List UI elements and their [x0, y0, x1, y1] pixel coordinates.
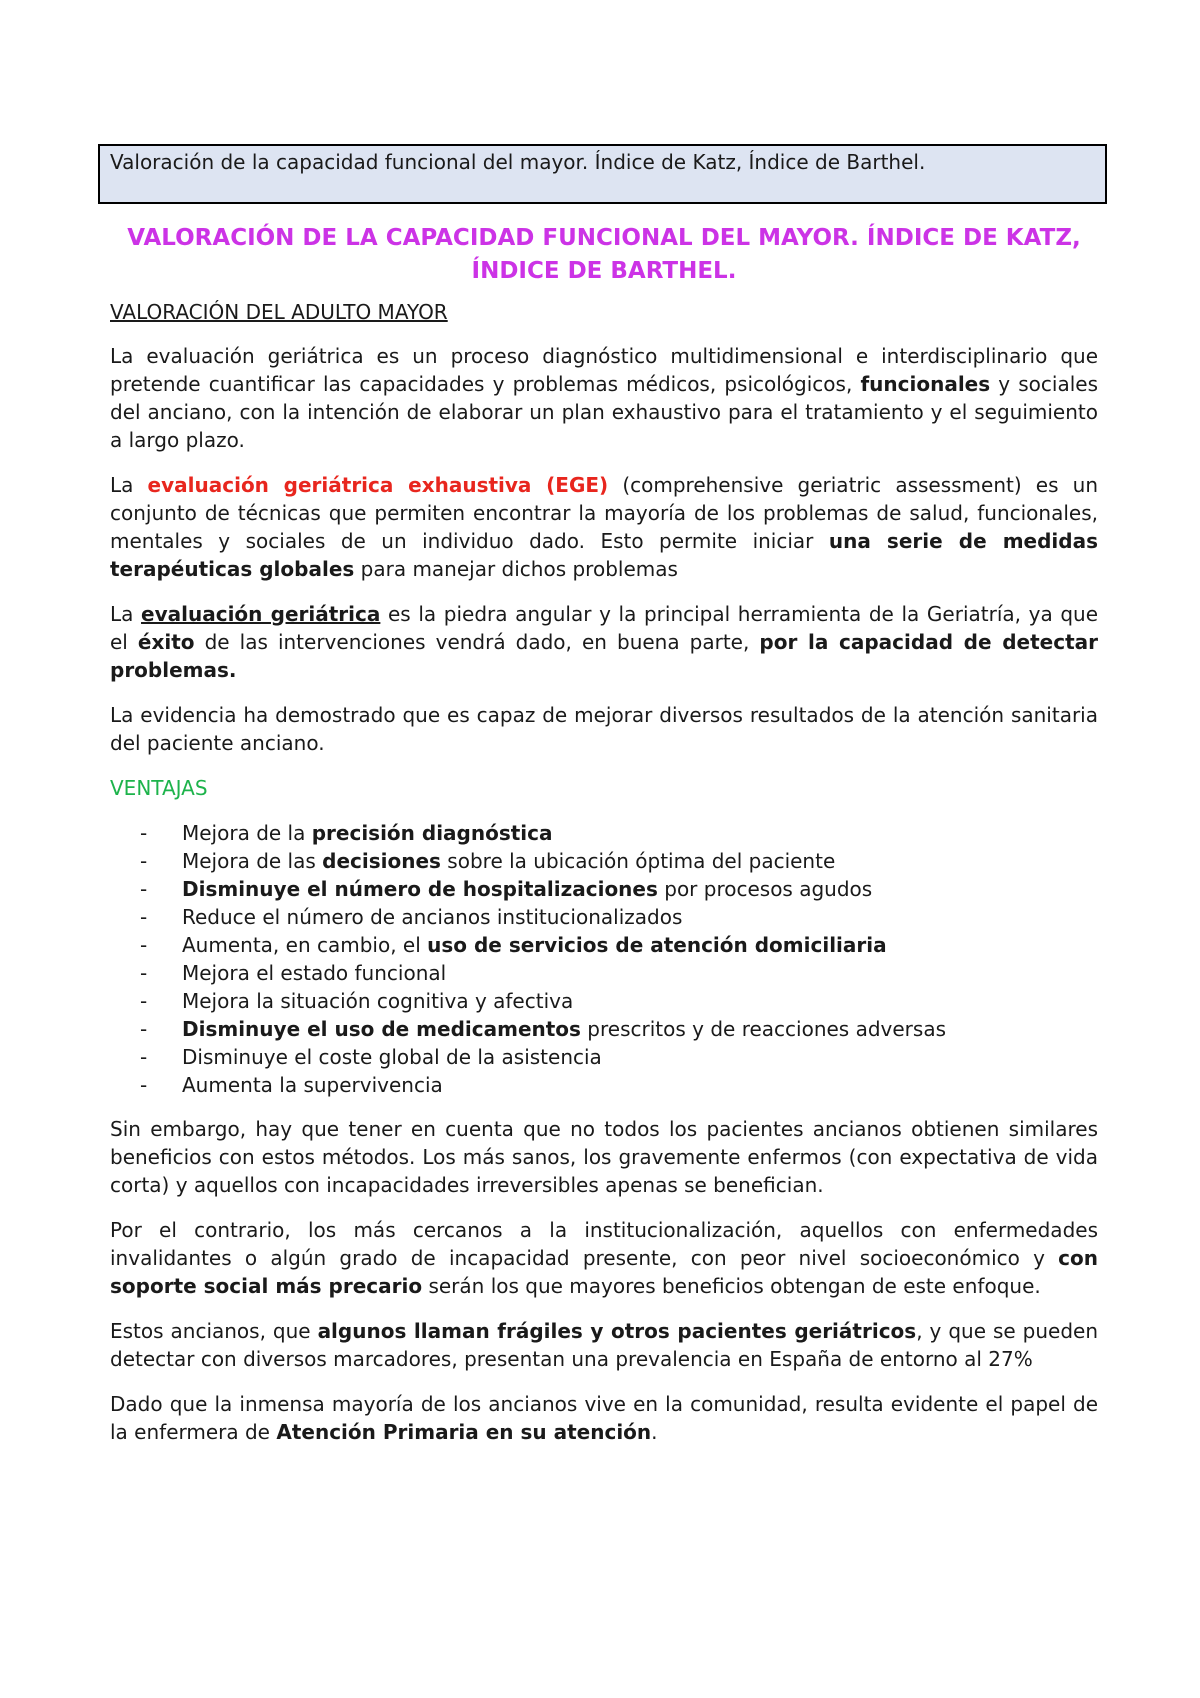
list-item: - Mejora de la precisión diagnóstica: [110, 819, 1098, 847]
p1-text-c: y sociales del anciano, con la intención de elaborar un plan exhaustivo para el tratamiento y el seguimiento a largo plazo.: [110, 372, 1099, 452]
p2-bold: una serie de medidas terapéuticas globales: [110, 529, 1099, 581]
paragraph-7: [110, 1317, 1098, 1373]
paragraph-4: La evidencia ha demostrado que es capaz de mejorar diversos resultados de la atención sanitaria del paciente anciano.: [110, 703, 1098, 755]
list-item: - Mejora de las decisiones sobre la ubicación óptima del paciente: [110, 847, 1098, 875]
p6-bold: con soporte social más precario: [110, 1246, 1098, 1298]
paragraph-1: [110, 342, 1098, 454]
list-item: - Disminuye el uso de medicamentos prescritos y de reacciones adversas: [110, 1015, 1098, 1043]
main-title: VALORACIÓN DE LA CAPACIDAD FUNCIONAL DEL MAYOR. ÍNDICE DE KATZ, ÍNDICE DE BARTHEL.: [127, 225, 1081, 284]
p1-text-a: La evaluación geriátrica es un proceso diagnóstico multidimensional e interdisciplinario que pretende cuantificar las capacidades y problemas médicos, psicológicos,: [110, 344, 1098, 396]
p3-bold-underline: evaluación geriátrica: [141, 602, 381, 626]
list-item: - Mejora el estado funcional: [110, 959, 1098, 987]
p2-text-c: (comprehensive geriatric assessment) es un conjunto de técnicas que permiten encontrar la mayoría de los problemas de salud, funcionales, mentales y sociales de un individuo dado. Esto permite iniciar: [110, 473, 1099, 553]
p3-text-e: de las intervenciones vendrá dado, en buena parte,: [194, 630, 760, 654]
header-box: [98, 144, 1107, 204]
document-body: [110, 298, 1098, 1463]
p1-bold: funcionales: [860, 372, 991, 396]
header-box-text: Valoración de la capacidad funcional del mayor. Índice de Katz, Índice de Barthel.: [110, 150, 926, 174]
list-item: - Disminuye el coste global de la asistencia: [110, 1043, 1098, 1071]
p2-text-a: La: [110, 473, 148, 497]
p8-text-c: .: [651, 1420, 658, 1444]
list-item: - Reduce el número de ancianos institucionalizados: [110, 903, 1098, 931]
p2-highlight-red: evaluación geriátrica exhaustiva (EGE): [147, 473, 609, 497]
p2-text-e: para manejar dichos problemas: [354, 557, 678, 581]
ventajas-list: [110, 819, 1098, 1099]
p6-text-a: Por el contrario, los más cercanos a la institucionalización, aquellos con enfermedades invalidantes o algún grado de incapacidad presente, con peor nivel socioeconómico y: [110, 1218, 1098, 1270]
paragraph-6: [110, 1216, 1098, 1300]
p3-text-a: La: [110, 602, 142, 626]
p3-text-c: es la piedra angular y la principal herramienta de la Geriatría, ya que el: [110, 602, 1098, 654]
p7-text-c: , y que se pueden detectar con diversos marcadores, presentan una prevalencia en España de entorno al 27%: [110, 1319, 1099, 1371]
section-subheading: VALORACIÓN DEL ADULTO MAYOR: [110, 300, 448, 324]
paragraph-8: [110, 1390, 1098, 1446]
p7-bold: algunos llaman frágiles y otros pacientes geriátricos: [317, 1319, 917, 1343]
paragraph-5: Sin embargo, hay que tener en cuenta que no todos los pacientes ancianos obtienen similares beneficios con estos métodos. Los más sanos, los gravemente enfermos (con expectativa de vida corta) y aquellos con incapacidades irreversibles apenas se benefician.: [110, 1117, 1098, 1197]
paragraph-2: [110, 471, 1098, 583]
p8-bold: Atención Primaria en su atención: [276, 1420, 652, 1444]
p3-bold-exito: éxito: [137, 630, 195, 654]
list-item: - Mejora la situación cognitiva y afectiva: [110, 987, 1098, 1015]
list-item: - Aumenta, en cambio, el uso de servicios de atención domiciliaria: [110, 931, 1098, 959]
p6-text-c: serán los que mayores beneficios obtengan de este enfoque.: [422, 1274, 1041, 1298]
list-item: - Disminuye el número de hospitalizaciones por procesos agudos: [110, 875, 1098, 903]
list-item: - Aumenta la supervivencia: [110, 1071, 1098, 1099]
p3-bold-f: por la capacidad de detectar problemas.: [110, 630, 1098, 682]
ventajas-heading: VENTAJAS: [110, 776, 208, 800]
paragraph-3: [110, 600, 1098, 684]
p8-text-a: Dado que la inmensa mayoría de los ancianos vive en la comunidad, resulta evidente el papel de la enfermera de: [110, 1392, 1098, 1444]
p7-text-a: Estos ancianos, que: [110, 1319, 318, 1343]
